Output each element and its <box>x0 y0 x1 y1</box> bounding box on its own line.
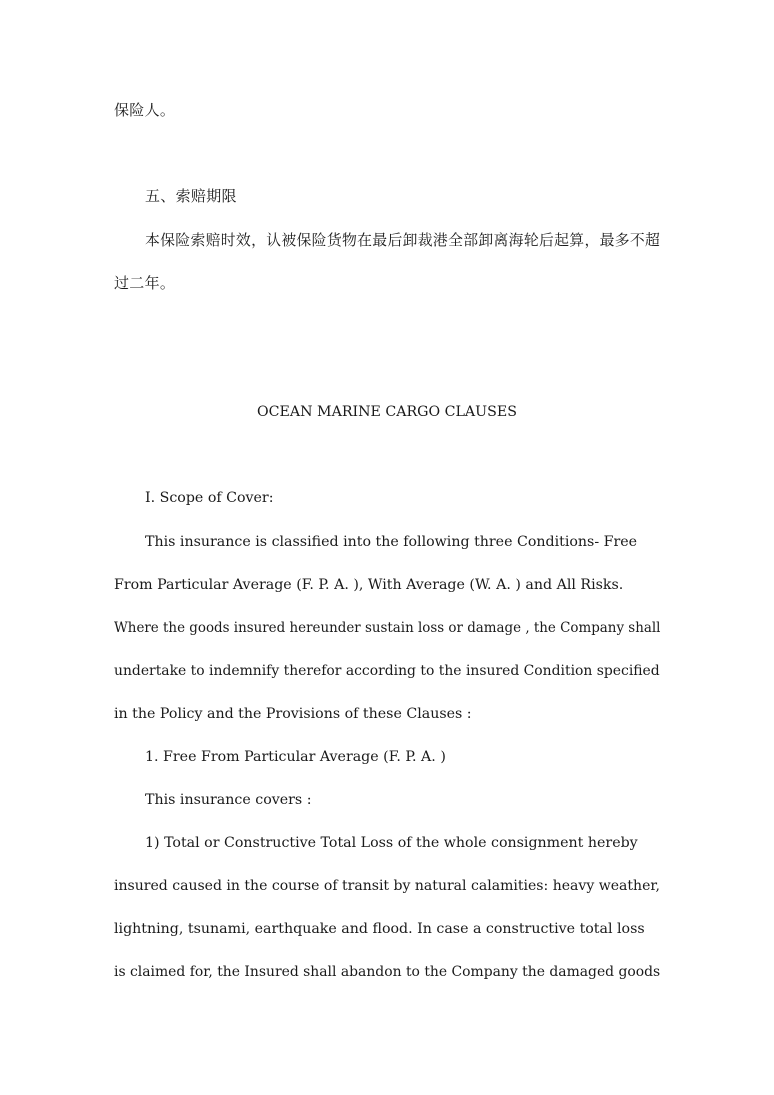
chinese-text-line: 过二年。 <box>114 274 176 292</box>
paragraph-line: Where the goods insured hereunder sustain loss or damage , the Company shall <box>114 620 661 636</box>
chinese-text-line: 本保险索赔时效，认被保险货物在最后卸裁港全部卸离海轮后起算，最多不超 <box>145 231 661 249</box>
paragraph-line: insured caused in the course of transit by natural calamities: heavy weather, <box>114 878 661 894</box>
chinese-text-line: 保险人。 <box>114 101 176 119</box>
paragraph-line: 1) Total or Constructive Total Loss of the whole consignment hereby <box>145 835 638 851</box>
paragraph-line: in the Policy and the Provisions of these Clauses : <box>114 706 472 722</box>
section-heading: 五、索赔期限 <box>145 187 237 205</box>
paragraph-line: This insurance covers : <box>145 792 312 808</box>
document-title: OCEAN MARINE CARGO CLAUSES <box>257 404 517 420</box>
section-heading: Ⅰ. Scope of Cover: <box>145 490 274 506</box>
paragraph-line: is claimed for, the Insured shall abandon to the Company the damaged goods <box>114 964 661 980</box>
subsection-heading: 1. Free From Particular Average (F. P. A. ) <box>145 749 446 765</box>
paragraph-line: undertake to indemnify therefor according to the insured Condition specified <box>114 663 660 679</box>
paragraph-line: lightning, tsunami, earthquake and flood. In case a constructive total loss <box>114 921 645 937</box>
paragraph-line: From Particular Average (F. P. A. ), With Average (W. A. ) and All Risks. <box>114 577 624 593</box>
paragraph-line: This insurance is classified into the following three Conditions- Free <box>145 534 638 550</box>
